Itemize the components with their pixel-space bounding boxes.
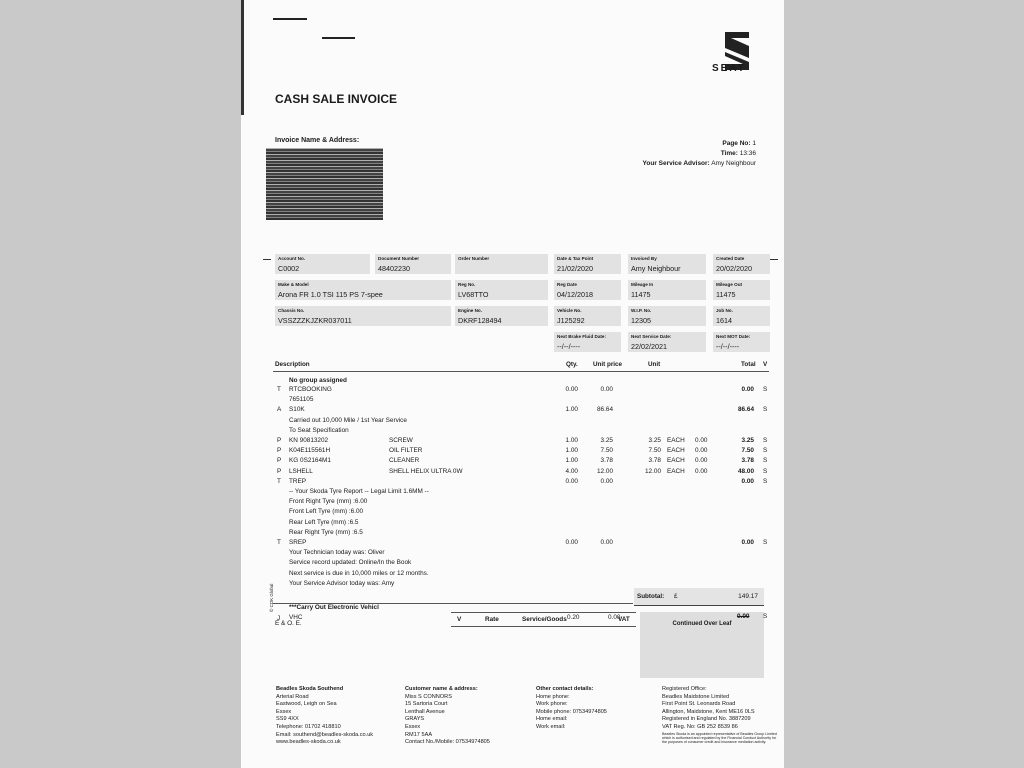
continued-label: Continued Over Leaf (672, 621, 732, 627)
footer-line: Essex (276, 708, 292, 715)
line-item-desc: -- Your Skoda Tyre Report -- Legal Limit 1.6MM -- (289, 488, 429, 495)
field-label: Make & Model (278, 282, 309, 287)
line-item-v: S (763, 467, 768, 475)
field-label: Account No. (278, 256, 306, 261)
field-label: Next Service Date: (631, 334, 672, 339)
line-item-qty: 1.00 (565, 406, 578, 414)
field-created-date (713, 254, 770, 274)
line-item-total: 0.00 (741, 386, 754, 393)
line-item-desc: To Seat Specification (289, 426, 349, 434)
field-reg-no (455, 280, 548, 300)
line-item-price: 7.50 (600, 447, 613, 455)
line-item-desc: SREP (289, 539, 307, 546)
field-label: W.I.P. No. (631, 308, 652, 313)
advisor-label: Your Service Advisor: (642, 160, 710, 167)
field-chassis-no (275, 306, 451, 326)
footer-line: Work email: (536, 723, 566, 730)
footer-line: 15 Sartoria Court (405, 701, 448, 708)
field-account-no (275, 254, 370, 274)
line-item-v: S (763, 447, 768, 455)
footer-line: VAT Reg. No: GB 252 8539 86 (662, 723, 738, 730)
line-item-desc: Carried out 10,000 Mile / 1st Year Service (289, 416, 407, 424)
line-item-code: P (277, 447, 282, 455)
vat-col-service: Service/Goods (522, 616, 567, 623)
line-item-desc: LSHELL (289, 467, 313, 475)
footer-customer (405, 686, 490, 747)
line-item-desc: Front Left Tyre (mm) :6.00 (289, 508, 364, 516)
field-date-tax-point (554, 254, 621, 274)
line-item-total: 0.00 (741, 477, 754, 485)
line-item-qty: 1.00 (565, 437, 578, 444)
page-no-label: Page No: (722, 140, 751, 147)
line-item-price: 0.00 (600, 477, 613, 485)
line-item-code: P (277, 457, 282, 465)
vat-qty: 0.20 (567, 614, 580, 621)
col-header-v: V (763, 361, 768, 368)
footer-line: www.beadles-skoda.co.uk (276, 739, 341, 746)
field-value: --/--/---- (716, 342, 740, 351)
line-item-desc: Next service is due in 10,000 miles or 12 months. (289, 569, 429, 577)
line-item-desc: Rear Left Tyre (mm) :6.5 (289, 518, 359, 526)
line-item-code: T (277, 539, 281, 546)
footer-line: Home email: (536, 716, 568, 723)
line-item-u1: 3.78 (648, 457, 661, 465)
subtotal-currency: £ (674, 593, 678, 600)
line-item-code: P (277, 467, 282, 475)
invoice-page (241, 0, 784, 768)
field-label: Next MOT Date: (716, 334, 751, 339)
line-item-price: 3.25 (600, 437, 613, 444)
table-header-rule (273, 371, 769, 372)
field-value: 11475 (631, 290, 651, 299)
line-item-u3: 0.00 (695, 437, 708, 444)
field-label: Order Number (458, 256, 490, 261)
line-item-v: S (763, 477, 768, 485)
brand-name: SEAT (712, 63, 746, 74)
line-item-u3: 0.00 (695, 467, 708, 475)
field-order-number (455, 254, 548, 274)
footer-line: Other contact details: (536, 686, 594, 692)
vat-col-v: V (457, 616, 462, 623)
line-item-total: 7.50 (741, 447, 754, 455)
subtotal-box (634, 588, 764, 606)
footer-line: SS9 4XX (276, 716, 299, 723)
footer-dealer (276, 686, 373, 747)
footer-line: Beadles Skoda Southend (276, 686, 344, 692)
line-item-qty: 0.00 (565, 539, 578, 546)
footer-line: Beadles Maidstone Limited (662, 693, 730, 700)
eoe-text: E & O. E. (275, 620, 302, 627)
field-label: Engine No. (458, 308, 482, 313)
pen-mark (273, 18, 307, 20)
line-item-u2: EACH (667, 467, 685, 475)
footer-line: Allington, Maidstone, Kent ME16 0LS (662, 708, 755, 715)
field-value: DKRF128494 (458, 316, 502, 325)
pen-mark (322, 37, 355, 39)
line-item-part: SHELL HELIX ULTRA 0W (389, 467, 463, 475)
vat-table-rule (451, 612, 636, 613)
line-item-price: 12.00 (597, 467, 613, 475)
field-invoiced-by (628, 254, 706, 274)
footer-line: RM17 5AA (405, 731, 433, 738)
field-value: 21/02/2020 (557, 264, 593, 273)
line-item-total: 0.00 (741, 539, 754, 546)
vat-code: J (277, 615, 281, 622)
line-item-u2: EACH (667, 457, 685, 465)
footer-line: Mobile phone: 07534974805 (536, 708, 607, 715)
line-item-desc: Service record updated: Online/In the Book (289, 559, 412, 567)
line-item-v: S (763, 457, 768, 465)
footer-line: Eastwood, Leigh on Sea (276, 701, 337, 708)
subtotal-value: 149.17 (738, 593, 758, 600)
margin-tick (770, 259, 778, 260)
field-value: 20/02/2020 (716, 264, 752, 273)
field-label: Invoiced By (631, 256, 657, 261)
field-value: Arona FR 1.0 TSI 115 PS 7-spee (278, 290, 383, 299)
col-header-description: Description (275, 361, 310, 368)
line-item-total: 3.78 (741, 457, 754, 465)
advisor-value: Amy Neighbour (711, 160, 756, 167)
line-item-v: S (763, 386, 768, 393)
line-item-desc: RTCBOOKING (289, 386, 332, 393)
side-note: © CDK Global (269, 583, 274, 612)
footer-line: Customer name & address: (405, 686, 478, 692)
field-value: C0002 (278, 264, 300, 273)
vat-table-rule (451, 626, 636, 627)
line-item-v: S (763, 539, 768, 546)
line-item-total: 86.64 (738, 406, 754, 414)
field-value: Amy Neighbour (631, 264, 681, 273)
line-item-price: 3.78 (600, 457, 613, 465)
field-label: Chassis No. (278, 308, 305, 313)
field-reg-date (554, 280, 621, 300)
time-value: 13:36 (739, 150, 756, 157)
field-value: 48402230 (378, 264, 410, 273)
field-next-brake-fluid (554, 332, 621, 352)
footer-line: Contact No./Mobile: 07534974805 (405, 739, 490, 746)
footer-line: Home phone: (536, 693, 570, 700)
field-label: Mileage Out (716, 282, 743, 287)
line-item-desc: K04E115561H (289, 447, 331, 455)
line-item-code: P (277, 437, 282, 444)
margin-tick (263, 259, 271, 260)
field-wip-no (628, 306, 706, 326)
field-mileage-in (628, 280, 706, 300)
field-vehicle-no (554, 306, 621, 326)
footer-line: Email: southend@beadles-skoda.co.uk (276, 731, 374, 738)
time-label: Time: (720, 150, 738, 157)
line-item-price: 0.00 (600, 386, 613, 393)
line-item-desc: KN 90813202 (289, 437, 329, 444)
line-item-desc: KG 0S2164M1 (289, 457, 331, 465)
footer-line: Essex (405, 723, 421, 730)
field-value: 04/12/2018 (557, 290, 593, 299)
redacted-address (266, 148, 383, 220)
line-item-u3: 0.00 (695, 447, 708, 455)
field-label: Document Number (378, 256, 420, 261)
line-item-code: A (277, 406, 282, 414)
field-next-service (628, 332, 706, 352)
vat-v: S (763, 613, 768, 620)
footer-registered (662, 686, 782, 744)
field-value: LV68TTO (458, 290, 489, 299)
field-value: VSSZZZKJZKR037011 (278, 316, 352, 325)
field-label: Job No. (716, 308, 733, 313)
col-header-qty: Qty. (566, 361, 578, 368)
footer-line: Registered Office: (662, 686, 707, 692)
line-item-u1: 12.00 (645, 467, 661, 475)
scan-edge (241, 0, 244, 115)
invoice-address-label: Invoice Name & Address: (275, 137, 360, 144)
vat-price: 0.00 (608, 614, 621, 621)
footer-line: Telephone: 01702 418810 (276, 723, 341, 730)
page-title: CASH SALE INVOICE (275, 92, 398, 106)
line-item-desc: Front Right Tyre (mm) :6.00 (289, 498, 368, 506)
field-label: Reg Date (557, 282, 577, 287)
line-item-qty: 1.00 (565, 447, 578, 455)
footer-line: First Point St. Leonards Road (662, 701, 736, 708)
line-item-desc: Your Technician today was: Oliver (289, 549, 385, 557)
subtotal-label: Subtotal: (637, 593, 665, 600)
continued-box (640, 612, 764, 678)
vat-col-rate: Rate (485, 616, 499, 623)
vat-desc: VHC (289, 614, 303, 621)
footer-legal: Beadles Skoda is an appointed representative of Beadles Group Limited which is authorised and regulated by the Financial Conduct Authority for the purposes of consumer credit and insurance mediation activity. (662, 731, 777, 745)
field-value: 1614 (716, 316, 732, 325)
line-item-part: CLEANER (389, 457, 420, 465)
line-item-desc: S10K (289, 406, 305, 414)
line-item-qty: 0.00 (565, 477, 578, 485)
line-item-v: S (763, 437, 768, 444)
field-value: 12305 (631, 316, 651, 325)
field-job-no (713, 306, 770, 326)
line-item-code: T (277, 386, 281, 393)
line-item-u2: EACH (667, 437, 685, 444)
footer-line: Work phone: (536, 701, 568, 708)
line-item-price: 0.00 (600, 539, 613, 546)
field-label: Next Brake Fluid Date: (557, 334, 607, 339)
line-item-code: T (277, 477, 281, 485)
group-label: No group assigned (289, 377, 347, 384)
line-item-qty: 1.00 (565, 457, 578, 465)
footer-line: Lenthall Avenue (405, 708, 445, 715)
line-item-desc: Rear Right Tyre (mm) :6.5 (289, 528, 363, 536)
field-value: 11475 (716, 290, 736, 299)
field-next-mot (713, 332, 770, 352)
field-label: Mileage In (631, 282, 654, 287)
field-value: J125292 (557, 316, 585, 325)
field-value: --/--/---- (557, 342, 581, 351)
line-item-price: 86.64 (597, 406, 613, 414)
line-item-part: OIL FILTER (389, 447, 423, 455)
line-item-desc: TREP (289, 477, 307, 485)
field-label: Reg No. (458, 282, 476, 287)
field-document-number (375, 254, 451, 274)
line-item-qty: 0.00 (565, 386, 578, 393)
footer-line: GRAYS (405, 716, 425, 723)
line-item-part: SCREW (389, 437, 413, 444)
field-engine-no (455, 306, 548, 326)
field-label: Date & Tax Point (557, 256, 594, 261)
line-item-total: 3.25 (741, 437, 754, 444)
field-label: Created Date (716, 256, 745, 261)
footer-line: Registered in England No. 3887209 (662, 716, 751, 723)
invoice-meta (643, 139, 756, 169)
footer-line: Miss S CONNORS (405, 693, 452, 700)
field-value: 22/02/2021 (631, 342, 667, 351)
line-item-qty: 4.00 (565, 467, 578, 475)
line-item-u2: EACH (667, 447, 685, 455)
col-header-total: Total (741, 361, 756, 368)
vat-group-label: ***Carry Out Electronic Vehicl (289, 604, 379, 611)
footer-contact (536, 686, 607, 732)
field-mileage-out (713, 280, 770, 300)
footer-line: Arterial Road (276, 693, 309, 700)
line-item-desc: Your Service Advisor today was: Amy (289, 579, 395, 587)
vat-col-vat: VAT (618, 616, 630, 623)
field-label: Vehicle No. (557, 308, 582, 313)
line-item-desc: 7651105 (289, 396, 314, 404)
field-make-model (275, 280, 451, 300)
col-header-unit: Unit (648, 361, 661, 368)
line-item-u1: 7.50 (648, 447, 661, 455)
vat-total: 0.00 (737, 613, 750, 620)
page-no-value: 1 (752, 140, 756, 147)
line-item-v: S (763, 406, 768, 414)
line-item-u3: 0.00 (695, 457, 708, 465)
line-item-total: 48.00 (738, 467, 754, 475)
col-header-unit-price: Unit price (593, 361, 623, 368)
line-item-u1: 3.25 (648, 437, 661, 444)
